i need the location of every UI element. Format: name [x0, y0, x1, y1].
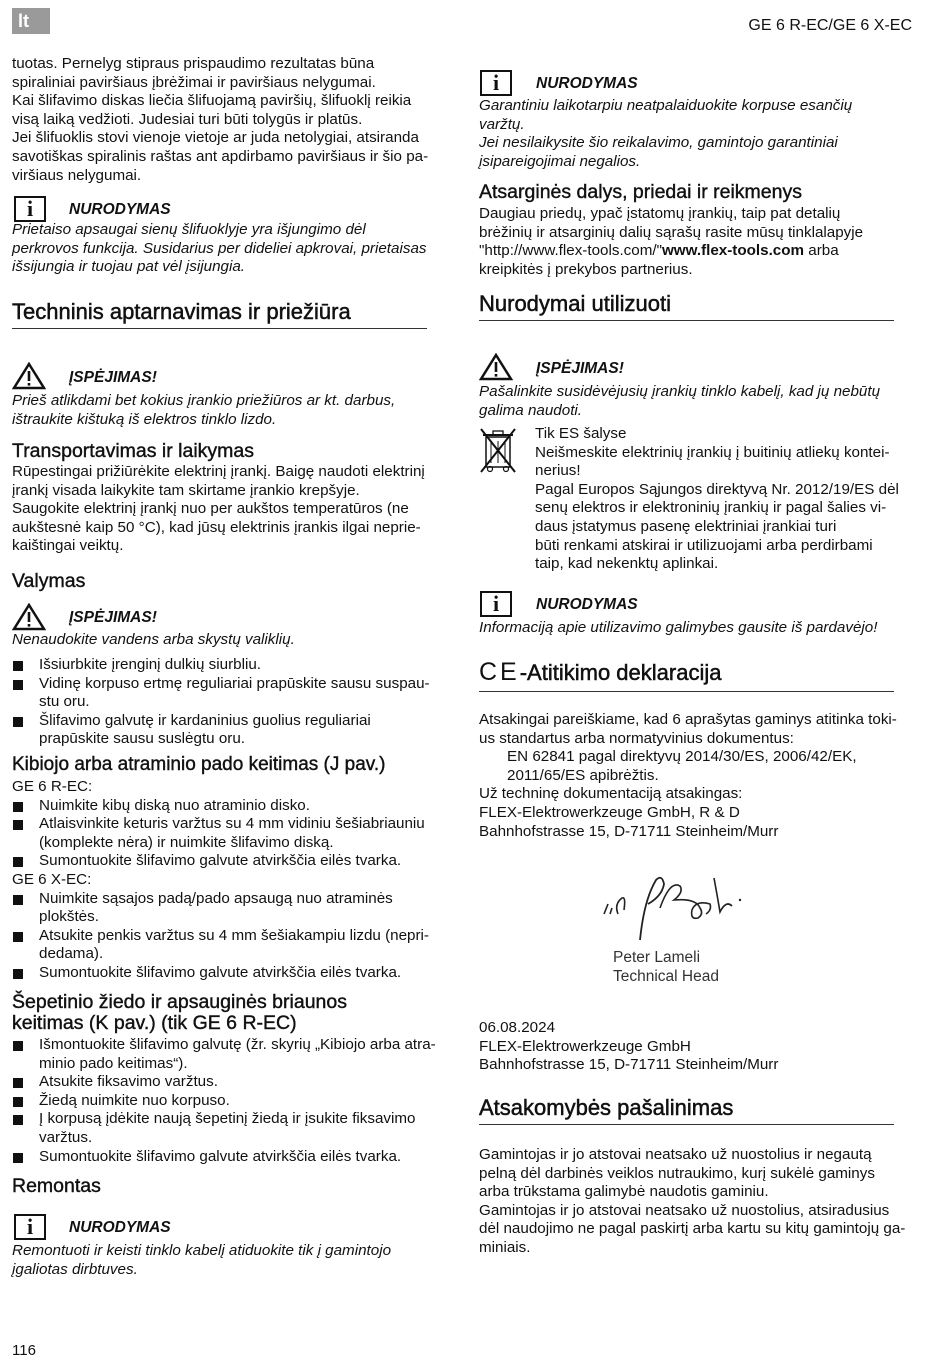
warning-icon — [12, 362, 46, 396]
warning-title: ĮSPĖJIMAS! — [69, 369, 157, 386]
brush-list — [12, 1036, 442, 1166]
signatory-name: Peter Lameli — [613, 949, 701, 966]
section-title-cleaning: Valymas — [12, 570, 86, 592]
crossed-bin-icon — [478, 425, 518, 481]
section-rule — [12, 328, 427, 329]
list-item: Nuimkite sąsajos padą/pado apsaugą nuo atraminės plokštės. — [12, 890, 442, 927]
text-line: viršiaus nelygumai. — [12, 166, 142, 184]
date-block: 06.08.2024 FLEX-Elektrowerkzeuge GmbH Bahnhofstrasse 15, D-71711 Steinheim/Murr — [479, 1019, 779, 1074]
transport-paragraph: Rūpestingai prižiūrėkite elektrinį įrankį. Baigę naudoti elektrinį įrankį visada laikykite tam skirtame įrankio krepšyje. Saugokite elektrinį įrankį nuo per aukštos temperatūros (ne aukštesnė kaip 50 °C), kad jūsų elektrinis įrankis ilgai neprie- kaištingai veiktų. — [12, 463, 425, 555]
list-item: Atlaisvinkite keturis varžtus su 4 mm vidiniu šešiabriauniu (komplekte nėra) ir nuimkite šlifavimo diską. — [12, 815, 442, 852]
warning-title: ĮSPĖJIMAS! — [536, 360, 624, 377]
model-label: GE 6 R-EC: — [12, 778, 93, 795]
info-icon: i — [14, 1214, 46, 1240]
note-body: Informaciją apie utilizavimo galimybes gausite iš pardavėjo! — [479, 619, 878, 636]
list-item: Nuimkite kibų diską nuo atraminio disko. — [12, 797, 442, 816]
signature-image — [600, 870, 760, 956]
text-line: visą laiką vedžioti. Judesiai turi būti tolygūs ir platūs. — [12, 110, 363, 128]
text-line: spiraliniai paviršiaus įbrėžimai ir paviršiaus nelygumai. — [12, 73, 376, 91]
text-line: Jei šlifuoklis stovi vienoje vietoje ar juda netolygiai, atsiranda — [12, 129, 419, 147]
eu-disposal-text: Tik ES šalyse Neišmeskite elektrinių įrankių į buitinių atliekų kontei- nerius! Pagal Europos Sąjungos direktyvą Nr. 2012/19/ES dėl senų elektros ir elektroninių įrankių ir pagal šalies vi- daus įstatymus pasenę elektriniai įrankiai turi būti renkami atskirai ir utilizuojami arba perdirbami taip, kad nekenktų aplinkai. — [535, 425, 899, 573]
ce-mark: CE — [479, 658, 520, 686]
text-line: tuotas. Pernelyg stipraus prispaudimo rezultatas būna — [12, 55, 375, 72]
text-line: Kai šlifavimo diskas liečia šlifuojamą paviršių, šlifuoklį reikia — [12, 92, 412, 110]
list-item: Išmontuokite šlifavimo galvutę (žr. skyrių „Kibiojo arba atra- minio pado keitimas“). — [12, 1036, 442, 1073]
info-icon: i — [14, 196, 46, 222]
section-title-liability: Atsakomybės pašalinimas — [479, 1095, 734, 1120]
ce-title: CE-Atitikimo deklaracija — [479, 658, 722, 686]
note-body: Garantiniu laikotarpiu neatpalaiduokite korpuse esančių varžtų. Jei nesilaikysite šio reikalavimo, gamintojo garantiniai įsipareigojimai negalios. — [479, 97, 853, 170]
warning-body: Pašalinkite susidėvėjusių įrankių tinklo kabelį, kad jų nebūtų galima naudoti. — [479, 383, 881, 419]
model-label: GE 6 X-EC: — [12, 870, 92, 888]
section-title-transport: Transportavimas ir laikymas — [12, 440, 254, 462]
section-rule — [479, 691, 894, 692]
page-number: 116 — [12, 1342, 36, 1359]
section-title-brush: Šepetinio žiedo ir apsauginės briaunos keitimas (K pav.) (tik GE 6 R-EC) — [12, 991, 347, 1034]
pad-list — [12, 778, 442, 983]
section-rule — [479, 320, 894, 321]
list-item: Sumontuokite šlifavimo galvute atvirkščia eilės tvarka. — [12, 1148, 442, 1167]
signatory-role: Technical Head — [613, 968, 719, 985]
info-icon: i — [480, 591, 512, 617]
section-title-parts: Atsarginės dalys, priedai ir reikmenys — [479, 181, 802, 203]
parts-paragraph: Daugiau priedų, ypač įstatomų įrankių, taip pat detalių brėžinių ir atsarginių dalių sąrašų rasite mūsų tinklalapyje "http://www.flex-tools.com/"www.flex-tools.com arba kreipkitės į prekybos partnerius. — [479, 205, 864, 278]
note-body: Remontuoti ir keisti tinklo kabelį atiduokite tik į gamintojo įgaliotas dirbtuves. — [12, 1242, 392, 1278]
list-item: Sumontuokite šlifavimo galvute atvirkščia eilės tvarka. — [12, 964, 442, 983]
warning-icon — [479, 353, 513, 387]
note-title: NURODYMAS — [536, 596, 638, 613]
section-title-service: Techninis aptarnavimas ir priežiūra — [12, 299, 351, 324]
website-link: www.flex-tools.com — [661, 242, 805, 260]
list-item: Žiedą nuimkite nuo korpuso. — [12, 1092, 442, 1111]
ce-paragraph: Atsakingai pareiškiame, kad 6 aprašytas gaminys atitinka toki- us standartus arba normatyvinius dokumentus: EN 62841 pagal direktyvų 2014/30/ES, 2006/42/EK, 2011/65/ES apibrėžtis. Už techninę dokumentaciją atsakingas: FLEX-Elektrowerkzeuge GmbH, R & D Bahnhofstrasse 15, D-71711 Steinheim/Murr — [479, 711, 897, 840]
text-line: savotiškas spiralinis raštas ant apdirbamo paviršiaus ir šio pa- — [12, 147, 429, 165]
section-title-repair: Remontas — [12, 1175, 101, 1197]
note-body: Prietaiso apsaugai sienų šlifuoklyje yra išjungimo dėl perkrovos funkcija. Susidarius per dideliei apkrovai, prietaisas išsijungia ir tuojau pat vėl įsijungia. — [12, 221, 427, 276]
list-item: Vidinę korpuso ertmę reguliariai prapūskite sausu suspau- stu oru. — [12, 675, 442, 712]
section-title-pad: Kibiojo arba atraminio pado keitimas (J pav.) — [12, 754, 386, 775]
warning-body: Nenaudokite vandens arba skystų valiklių. — [12, 631, 295, 648]
note-title: NURODYMAS — [69, 1219, 171, 1236]
warning-body: Prieš atlikdami bet kokius įrankio priežiūros ar kt. darbus, ištraukite kištuką iš elektros tinklo lizdo. — [12, 392, 396, 428]
list-item: Atsukite penkis varžtus su 4 mm šešiakampiu lizdu (nepri- dedama). — [12, 927, 442, 964]
note-title: NURODYMAS — [69, 201, 171, 218]
intro-paragraph — [12, 55, 442, 185]
info-icon: i — [480, 70, 512, 96]
list-item: Šlifavimo galvutę ir kardaninius guolius reguliariai prapūskite sausu suslėgtu oru. — [12, 712, 442, 749]
list-item: Į korpusą įdėkite naują šepetinį žiedą ir įsukite fiksavimo varžtus. — [12, 1110, 442, 1147]
section-rule — [479, 1124, 894, 1125]
list-item: Išsiurbkite įrenginį dulkių siurbliu. — [12, 656, 442, 675]
list-item: Atsukite fiksavimo varžtus. — [12, 1073, 442, 1092]
liability-paragraph: Gamintojas ir jo atstovai neatsako už nuostolius ir negautą pelną dėl darbinės veiklos nutraukimo, kurį sukėlė gaminys arba trūkstama galimybė naudotis gaminiu. Gamintojas ir jo atstovai neatsako už nuostolius, atsiradusius dėl naudojimo ne pagal paskirtį arba kartu su kitų gamintojų ga- miniais. — [479, 1146, 906, 1256]
cleaning-list — [12, 656, 442, 749]
section-title-disposal: Nurodymai utilizuoti — [479, 291, 671, 316]
note-title: NURODYMAS — [536, 75, 638, 92]
list-item: Sumontuokite šlifavimo galvute atvirkščia eilės tvarka. — [12, 852, 442, 871]
language-tab: lt — [12, 8, 50, 34]
warning-title: ĮSPĖJIMAS! — [69, 609, 157, 626]
model-header: GE 6 R-EC/GE 6 X-EC — [748, 17, 912, 34]
